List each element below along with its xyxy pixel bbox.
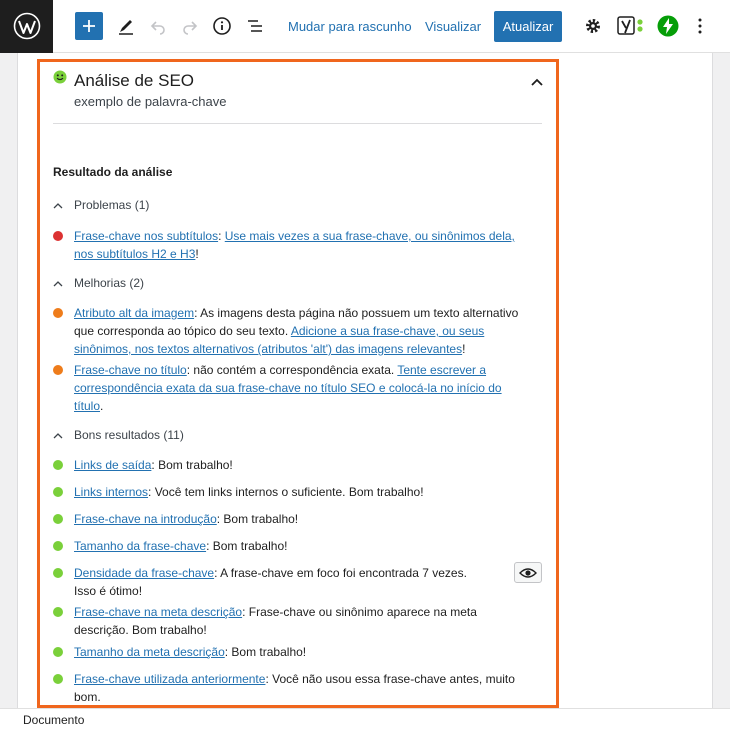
group-toggle-good-results[interactable] — [53, 428, 184, 442]
list-view-icon — [246, 17, 264, 35]
assessment-link[interactable]: Densidade da frase-chave — [74, 566, 215, 580]
chevron-up-icon — [53, 280, 65, 287]
group-label: Problemas (1) — [74, 198, 150, 212]
assessment-link[interactable]: Frase-chave no título — [74, 363, 187, 377]
smiley-icon — [53, 70, 67, 89]
editor-left-gutter — [0, 53, 18, 708]
fix-link[interactable]: Use mais vezes a sua frase-chave, ou sinônimos dela, nos subtítulos H2 e H3 — [74, 229, 515, 261]
fix-link[interactable]: Tente escrever a correspondência exata da sua frase-chave no título SEO e colocá-la no início do título — [74, 363, 502, 413]
group-label: Bons resultados (11) — [74, 428, 184, 442]
add-block-button[interactable] — [75, 12, 103, 40]
status-bullet-orange — [53, 308, 63, 318]
switch-to-draft-link[interactable]: Mudar para rascunho — [288, 19, 412, 34]
assessment-link[interactable]: Frase-chave utilizada anteriormente — [74, 672, 266, 686]
editor-toolbar — [0, 0, 730, 53]
status-bullet-orange — [53, 365, 63, 375]
kebab-icon — [697, 17, 703, 35]
status-bullet-green — [53, 647, 63, 657]
more-options-button[interactable] — [688, 14, 712, 38]
redo-icon — [181, 17, 199, 35]
undo-icon — [149, 17, 167, 35]
breadcrumb-document[interactable]: Documento — [23, 713, 85, 727]
panel-divider — [53, 123, 542, 124]
eye-icon — [519, 567, 537, 579]
pencil-icon — [117, 17, 135, 35]
chevron-up-icon — [53, 432, 65, 439]
jetpack-icon — [657, 15, 679, 37]
analysis-results-heading: Resultado da análise — [53, 165, 173, 179]
gear-icon — [584, 17, 602, 35]
status-bullet-green — [53, 460, 63, 470]
info-icon — [212, 16, 232, 36]
assessment-link[interactable]: Frase-chave na meta descrição — [74, 605, 243, 619]
highlight-keyphrase-button[interactable] — [514, 562, 542, 583]
assessment-link[interactable]: Tamanho da meta descrição — [74, 645, 225, 659]
wordpress-logo[interactable] — [0, 0, 53, 53]
wordpress-icon — [13, 12, 41, 40]
group-toggle-problems[interactable] — [53, 198, 149, 212]
status-bullet-green — [53, 568, 63, 578]
undo-button[interactable] — [146, 14, 170, 38]
yoast-button[interactable] — [617, 14, 645, 38]
assessment-link[interactable]: Atributo alt da imagem — [74, 306, 195, 320]
details-button[interactable] — [210, 14, 234, 38]
group-label: Melhorias (2) — [74, 276, 145, 290]
list-view-button[interactable] — [243, 14, 267, 38]
group-toggle-improvements[interactable] — [53, 276, 144, 290]
preview-link[interactable]: Visualizar — [425, 19, 482, 34]
panel-title[interactable]: Análise de SEO — [74, 71, 195, 90]
assessment-link[interactable]: Tamanho da frase-chave — [74, 539, 207, 553]
yoast-icon — [617, 15, 645, 37]
redo-button[interactable] — [178, 14, 202, 38]
status-bullet-green — [53, 674, 63, 684]
fix-link[interactable]: Adicione a sua frase-chave, ou seus sinônimos, nos textos alternativos (atributos 'alt') das imagens relevantes — [74, 324, 485, 356]
status-bullet-green — [53, 487, 63, 497]
chevron-up-icon[interactable] — [530, 74, 544, 92]
focus-keyphrase: exemplo de palavra-chave — [74, 94, 227, 109]
status-bullet-green — [53, 607, 63, 617]
assessment-link[interactable]: Frase-chave nos subtítulos — [74, 229, 219, 243]
status-bullet-green — [53, 541, 63, 551]
update-button[interactable]: Atualizar — [494, 11, 562, 42]
chevron-up-icon — [53, 202, 65, 209]
assessment-link[interactable]: Frase-chave na introdução — [74, 512, 217, 526]
status-bullet-red — [53, 231, 63, 241]
plus-icon — [82, 19, 96, 33]
scrollbar-track[interactable] — [712, 53, 730, 708]
status-bullet-green — [53, 514, 63, 524]
jetpack-button[interactable] — [656, 14, 680, 38]
assessment-link[interactable]: Links de saída — [74, 458, 152, 472]
editor-footer — [0, 708, 730, 730]
tools-button[interactable] — [114, 14, 138, 38]
settings-button[interactable] — [581, 14, 605, 38]
assessment-link[interactable]: Links internos — [74, 485, 149, 499]
